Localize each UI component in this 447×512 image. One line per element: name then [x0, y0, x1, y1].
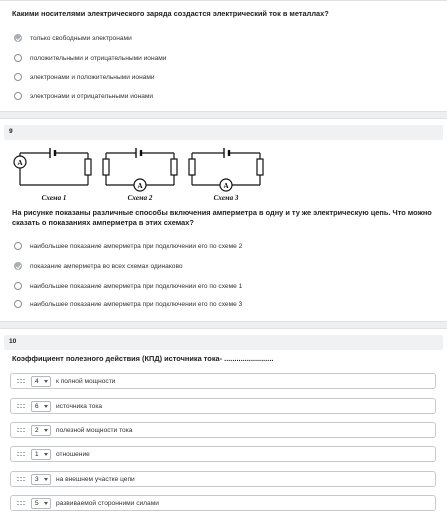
order-select[interactable]	[31, 449, 51, 460]
order-item-label: на внешнем участке цепи	[56, 475, 135, 483]
question-number: 10	[4, 335, 443, 350]
radio-icon[interactable]	[14, 54, 22, 62]
order-select[interactable]	[31, 498, 51, 509]
scheme-3-caption: Схема 3	[213, 194, 239, 202]
scheme-1-caption: Схема 1	[41, 194, 67, 202]
circuit-scheme-1	[14, 148, 91, 185]
drag-handle-icon[interactable]	[17, 501, 25, 506]
order-item-label: отношение	[56, 450, 90, 458]
q9-option-3[interactable]	[14, 281, 242, 291]
drag-handle-icon[interactable]	[17, 404, 25, 409]
order-row-3[interactable]	[10, 422, 436, 438]
option-label: наибольшее показание амперметра при подключении его по схеме 2	[30, 242, 243, 250]
order-item-label: источника тока	[56, 402, 103, 410]
order-row-6[interactable]	[10, 495, 436, 511]
option-label: положительными и отрицательными ионами	[30, 54, 167, 62]
order-select[interactable]	[31, 376, 51, 387]
order-select-value: 5	[35, 499, 39, 507]
radio-checked-icon[interactable]	[14, 262, 22, 270]
circuit-diagram	[8, 145, 278, 205]
order-select-value: 2	[35, 426, 39, 434]
drag-handle-icon[interactable]	[17, 452, 25, 457]
chevron-down-icon	[44, 380, 48, 383]
drag-handle-icon[interactable]	[17, 428, 25, 433]
ammeter-label: A	[223, 182, 229, 190]
q9-option-1[interactable]	[14, 241, 242, 251]
question-10-text: Коэффициент полезного действия (КПД) источника тока- ........................	[12, 354, 274, 363]
order-item-label: к полной мощности	[56, 377, 116, 385]
order-select[interactable]	[31, 474, 51, 485]
order-row-1[interactable]	[10, 373, 436, 389]
ammeter-label: A	[17, 159, 23, 167]
order-item-label: развиваемой сторонними силами	[56, 499, 159, 507]
option-label: электронами и положительными ионами	[30, 73, 155, 81]
chevron-down-icon	[44, 502, 48, 505]
chevron-down-icon	[44, 405, 48, 408]
q8-option-3[interactable]	[14, 72, 155, 82]
drag-handle-icon[interactable]	[17, 477, 25, 482]
option-label: наибольшее показание амперметра при подключении его по схеме 1	[30, 282, 243, 290]
question-9-line-2: сказать о показаниях амперметра в этих схемах?	[12, 218, 194, 227]
option-label: электронами и отрицательными ионами	[30, 92, 154, 100]
question-number: 9	[4, 125, 443, 140]
order-row-2[interactable]	[10, 398, 436, 414]
question-8-text: Какими носителями электрического заряда создастся электрический ток в металлах?	[12, 9, 329, 18]
radio-icon[interactable]	[14, 242, 22, 250]
q9-option-2[interactable]	[14, 261, 183, 271]
radio-checked-icon[interactable]	[14, 34, 22, 42]
order-row-4[interactable]	[10, 446, 436, 462]
q9-option-4[interactable]	[14, 299, 242, 309]
radio-icon[interactable]	[14, 73, 22, 81]
chevron-down-icon	[44, 478, 48, 481]
scheme-2-caption: Схема 2	[127, 194, 153, 202]
order-select-value: 4	[35, 377, 39, 385]
radio-icon[interactable]	[14, 282, 22, 290]
ammeter-label: A	[137, 182, 143, 190]
radio-icon[interactable]	[14, 300, 22, 308]
chevron-down-icon	[44, 429, 48, 432]
order-row-5[interactable]	[10, 471, 436, 487]
q8-option-4[interactable]	[14, 91, 153, 101]
radio-icon[interactable]	[14, 92, 22, 100]
chevron-down-icon	[44, 453, 48, 456]
question-10-card	[0, 328, 447, 512]
question-9-text	[12, 208, 432, 228]
question-9-line-1: На рисунке показаны различные способы включения амперметра в одну и ту же электрическую цепь. Что можно	[12, 208, 432, 217]
option-label: наибольшее показание амперметра при подключении его по схеме 3	[30, 300, 243, 308]
question-8-card	[0, 0, 447, 112]
option-label: только свободными электронами	[30, 34, 132, 42]
order-select[interactable]	[31, 425, 51, 436]
q8-option-1[interactable]	[14, 33, 132, 43]
order-select-value: 6	[35, 402, 39, 410]
order-item-label: полезной мощности тока	[56, 426, 133, 434]
question-9-card	[0, 118, 447, 322]
q8-option-2[interactable]	[14, 53, 167, 63]
order-select-value: 3	[35, 475, 39, 483]
drag-handle-icon[interactable]	[17, 379, 25, 384]
order-select[interactable]	[31, 401, 51, 412]
order-select-value: 1	[35, 450, 39, 458]
option-label: показание амперметра во всех схемах одинаково	[30, 262, 183, 270]
